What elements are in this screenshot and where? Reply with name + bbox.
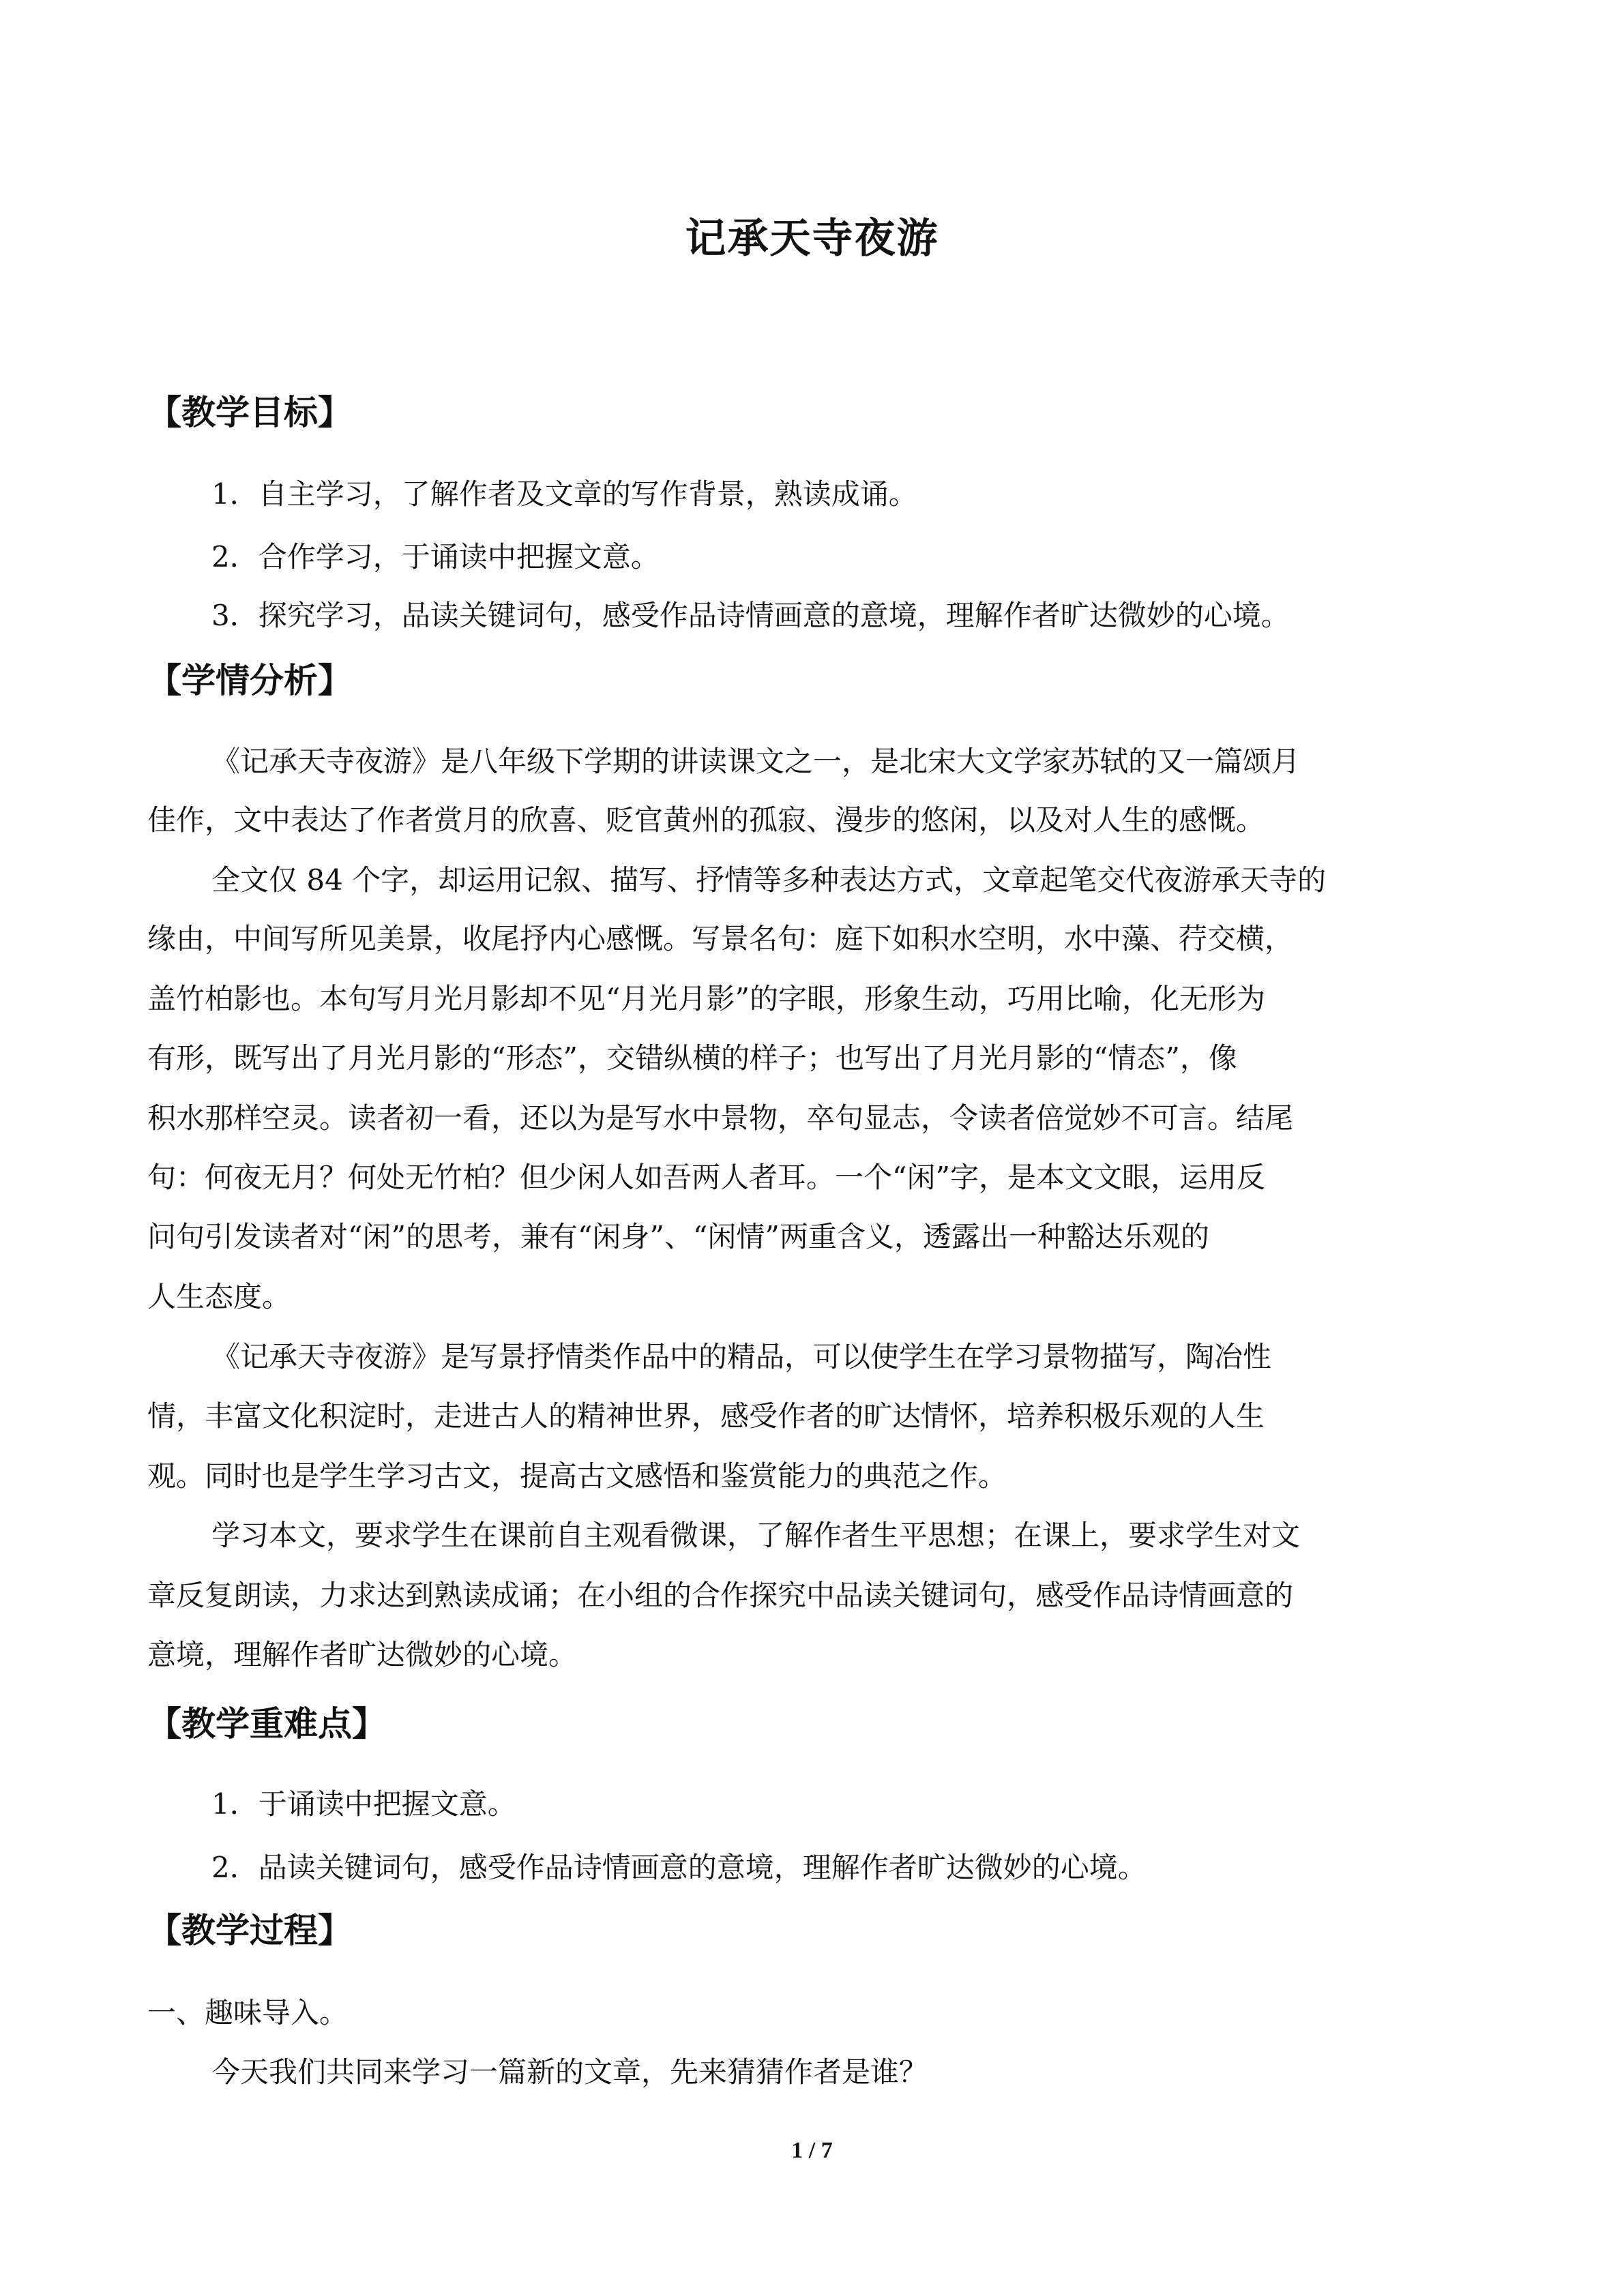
analysis-line: 全文仅 84 个字，却运用记叙、描写、抒情等多种表达方式，文章起笔交代夜游承天寺的 bbox=[211, 863, 1327, 897]
process-step-title: 一、趣味导入。 bbox=[147, 1996, 349, 2029]
key-point-item: 2．品读关键词句，感受作品诗情画意的意境，理解作者旷达微妙的心境。 bbox=[211, 1851, 1147, 1884]
analysis-line: 缘由，中间写所见美景，收尾抒内心感慨。写景名句：庭下如积水空明，水中藻、荇交横， bbox=[147, 922, 1294, 955]
analysis-heading: 【学情分析】 bbox=[147, 661, 352, 700]
page-number: 1 / 7 bbox=[791, 2138, 833, 2163]
analysis-line: 人生态度。 bbox=[147, 1280, 291, 1313]
analysis-line: 积水那样空灵。读者初一看，还以为是写水中景物，卒句显志，令读者倍觉妙不可言。结尾 bbox=[147, 1101, 1294, 1135]
analysis-line: 章反复朗读，力求达到熟读成诵；在小组的合作探究中品读关键词句，感受作品诗情画意的 bbox=[147, 1579, 1294, 1612]
analysis-line: 情，丰富文化积淀时，走进古人的精神世界，感受作者的旷达情怀，培养积极乐观的人生 bbox=[147, 1399, 1265, 1433]
objective-item: 1．自主学习，了解作者及文章的写作背景，熟读成诵。 bbox=[211, 477, 917, 511]
analysis-line: 学习本文，要求学生在课前自主观看微课，了解作者生平思想；在课上，要求学生对文 bbox=[211, 1519, 1301, 1552]
objective-item: 2．合作学习，于诵读中把握文意。 bbox=[211, 540, 660, 573]
key-points-heading: 【教学重难点】 bbox=[147, 1704, 386, 1744]
analysis-line: 观。同时也是学生学习古文，提高古文感悟和鉴赏能力的典范之作。 bbox=[147, 1459, 1007, 1493]
analysis-line: 佳作，文中表达了作者赏月的欣喜、贬官黄州的孤寂、漫步的悠闲，以及对人生的感慨。 bbox=[147, 803, 1265, 837]
objective-item: 3．探究学习，品读关键词句，感受作品诗情画意的意境，理解作者旷达微妙的心境。 bbox=[211, 599, 1290, 632]
analysis-line: 句：何夜无月？何处无竹柏？但少闲人如吾两人者耳。一个“闲”字，是本文文眼，运用反 bbox=[147, 1161, 1265, 1194]
analysis-line: 《记承天寺夜游》是八年级下学期的讲读课文之一，是北宋大文学家苏轼的又一篇颂月 bbox=[211, 745, 1301, 778]
objectives-heading: 【教学目标】 bbox=[147, 393, 352, 432]
process-heading: 【教学过程】 bbox=[147, 1911, 352, 1950]
analysis-line: 《记承天寺夜游》是写景抒情类作品中的精品，可以使学生在学习景物描写，陶冶性 bbox=[211, 1340, 1272, 1373]
analysis-line: 有形，既写出了月光月影的“形态”，交错纵横的样子；也写出了月光月影的“情态”，像 bbox=[147, 1041, 1237, 1075]
analysis-line: 问句引发读者对“闲”的思考，兼有“闲身”、“闲情”两重含义，透露出一种豁达乐观的 bbox=[147, 1220, 1209, 1253]
analysis-line: 意境，理解作者旷达微妙的心境。 bbox=[147, 1638, 578, 1671]
analysis-line: 盖竹柏影也。本句写月光月影却不见“月光月影”的字眼，形象生动，巧用比喻，化无形为 bbox=[147, 982, 1265, 1015]
document-title: 记承天寺夜游 bbox=[685, 215, 939, 263]
key-point-item: 1．于诵读中把握文意。 bbox=[211, 1787, 516, 1821]
process-step-text: 今天我们共同来学习一篇新的文章，先来猜猜作者是谁？ bbox=[211, 2055, 928, 2089]
